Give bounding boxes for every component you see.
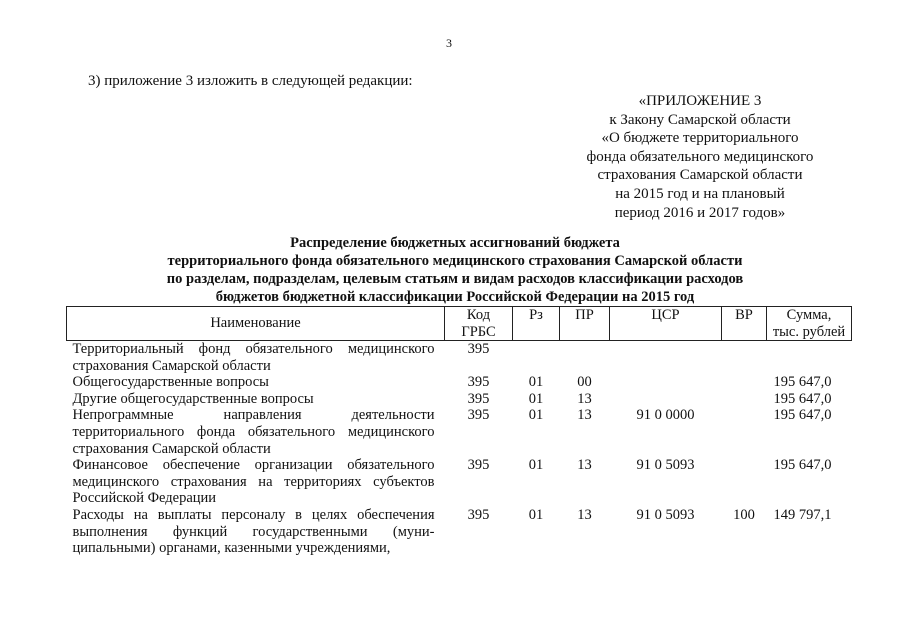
table-row <box>67 507 852 557</box>
cell-rz: 01 <box>528 407 544 424</box>
cell-csr <box>610 341 722 375</box>
heading-line: бюджетов бюджетной классификации Российской Федерации на 2015 год <box>215 289 695 305</box>
cell-csr <box>610 374 722 391</box>
cell-pr: 13 <box>577 390 592 407</box>
heading-line: по разделам, подразделам, целевым статьям и видам расходов классификации расходов <box>166 271 744 287</box>
cell-pr: 13 <box>577 407 592 424</box>
cell-code: 395 <box>467 374 490 391</box>
cell-csr: 91 0 5093 <box>636 506 695 523</box>
cell-pr <box>560 341 610 375</box>
cell-rz: 01 <box>528 390 544 407</box>
header-code: Код ГРБС <box>445 307 513 341</box>
cell-vr <box>722 341 767 375</box>
table-row <box>67 457 852 507</box>
cell-rz <box>513 341 560 375</box>
cell-csr <box>610 391 722 408</box>
cell-name: Территориальный фонд обязательного медицинского страхования Самарской области <box>72 341 435 374</box>
appendix-line: фонда обязательного медицинского <box>586 148 814 165</box>
appendix-block <box>555 92 845 222</box>
cell-name: Общегосударственные вопросы <box>72 374 269 391</box>
cell-code: 395 <box>467 341 490 357</box>
appendix-line: «ПРИЛОЖЕНИЕ 3 <box>638 93 762 109</box>
table-row <box>67 391 852 408</box>
cell-rz: 01 <box>528 374 544 391</box>
appendix-line: на 2015 год и на плановый <box>615 185 785 202</box>
table-heading <box>60 234 850 306</box>
cell-sum: 195 647,0 <box>773 407 832 424</box>
appendix-line: страхования Самарской области <box>597 167 803 184</box>
cell-vr <box>722 457 767 507</box>
cell-vr <box>722 391 767 408</box>
heading-line: территориального фонда обязательного медицинского страхования Самарской области <box>167 253 743 269</box>
cell-name: Непрограммные направления деятельности территориального фонда обязательного медицинского страхования Самарской области <box>72 407 435 457</box>
header-pr: ПР <box>560 307 610 341</box>
cell-rz: 01 <box>528 506 544 523</box>
appendix-line: к Закону Самарской области <box>609 111 791 128</box>
table-header-row <box>67 307 852 341</box>
cell-pr: 13 <box>577 457 592 474</box>
cell-sum: 195 647,0 <box>773 390 832 407</box>
header-vr: ВР <box>722 307 767 341</box>
cell-code: 395 <box>467 506 490 523</box>
header-name: Наименование <box>67 307 445 341</box>
table-row <box>67 407 852 457</box>
budget-table <box>66 306 852 557</box>
appendix-line: «О бюджете территориального <box>601 130 799 147</box>
header-rz: Рз <box>513 307 560 341</box>
cell-vr: 100 <box>733 506 755 523</box>
header-csr: ЦСР <box>610 307 722 341</box>
cell-pr: 00 <box>577 374 592 391</box>
cell-csr: 91 0 0000 <box>636 407 695 424</box>
cell-sum: 195 647,0 <box>773 374 832 391</box>
appendix-line: период 2016 и 2017 годов» <box>614 204 786 221</box>
intro-text: 3) приложение 3 изложить в следующей редакции: <box>88 73 413 89</box>
table-row <box>67 341 852 375</box>
cell-name: Финансовое обеспечение организации обязательного медицинского страхования на территориях субъектов Российской Федерации <box>72 457 435 507</box>
cell-sum: 195 647,0 <box>773 457 832 474</box>
cell-code: 395 <box>467 390 490 407</box>
cell-rz: 01 <box>528 457 544 474</box>
cell-vr <box>722 374 767 391</box>
cell-csr: 91 0 5093 <box>636 457 695 474</box>
cell-vr <box>722 407 767 457</box>
cell-name: Расходы на выплаты персоналу в целях обеспечения выполнения функций государственными (муни-ципальными) органами, казенными учреждениями, <box>72 506 435 557</box>
cell-sum <box>767 341 852 375</box>
cell-sum: 149 797,1 <box>773 506 832 523</box>
cell-name: Другие общегосударственные вопросы <box>72 390 314 407</box>
cell-pr: 13 <box>577 506 592 523</box>
table-row <box>67 374 852 391</box>
cell-code: 395 <box>467 407 490 424</box>
page-number: 3 <box>446 36 452 50</box>
heading-line: Распределение бюджетных ассигнований бюджета <box>290 235 620 251</box>
cell-code: 395 <box>467 457 490 474</box>
header-sum: Сумма, тыс. рублей <box>767 307 852 341</box>
